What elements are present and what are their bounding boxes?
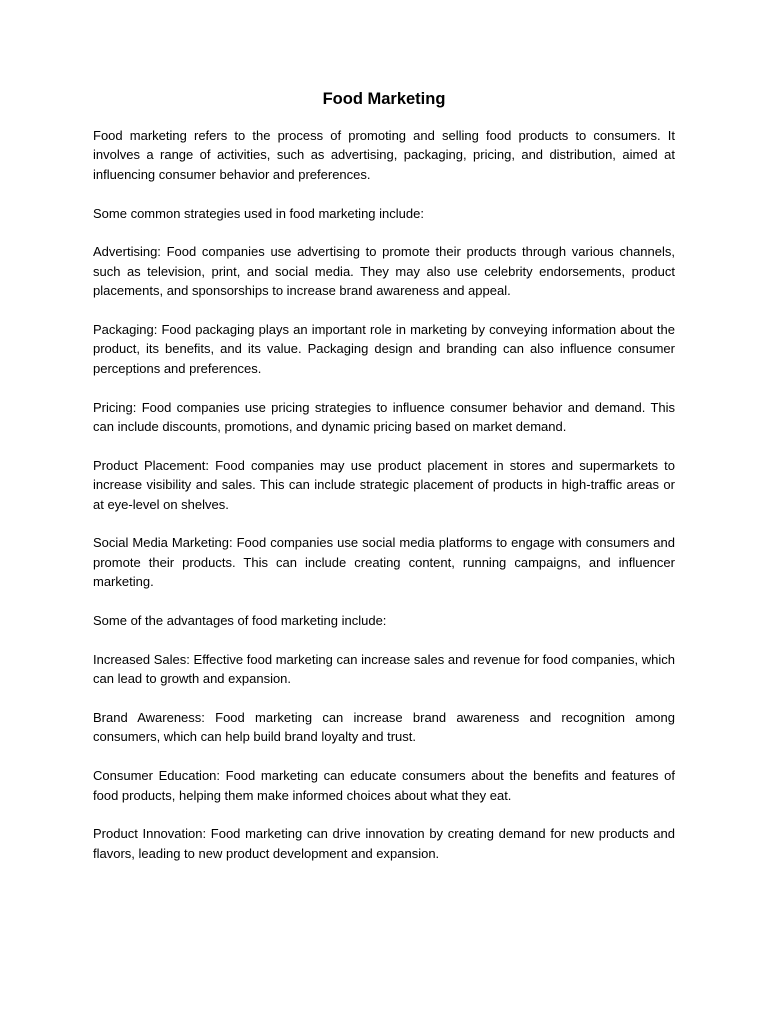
paragraph-social-media-marketing: Social Media Marketing: Food companies use social media platforms to engage with consumers and promote their products. This can include creating content, running campaigns, and influencer marketing.	[93, 535, 675, 590]
paragraph-product-innovation: Product Innovation: Food marketing can drive innovation by creating demand for new products and flavors, leading to new product development and expansion.	[93, 826, 675, 861]
paragraph-pricing: Pricing: Food companies use pricing strategies to influence consumer behavior and demand. This can include discounts, promotions, and dynamic pricing based on market demand.	[93, 399, 675, 435]
paragraph-increased-sales: Increased Sales: Effective food marketing can increase sales and revenue for food companies, which can lead to growth and expansion.	[93, 651, 675, 687]
paragraph-product-placement: Product Placement: Food companies may use product placement in stores and supermarkets to increase visibility and sales. This can include strategic placement of products in high-traffic areas or at eye-level on shelves.	[93, 457, 675, 512]
paragraph-advertising: Advertising: Food companies use advertising to promote their products through various channels, such as television, print, and social media. They may also use celebrity endorsements, product placements, and sponsorships to increase brand awareness and appeal.	[93, 244, 675, 299]
paragraph-strategies-heading: Some common strategies used in food marketing include:	[93, 205, 424, 221]
paragraph-consumer-education: Consumer Education: Food marketing can educate consumers about the benefits and features of food products, helping them make informed choices about what they eat.	[93, 768, 675, 803]
paragraph-brand-awareness: Brand Awareness: Food marketing can increase brand awareness and recognition among consumers, which can help build brand loyalty and trust.	[93, 710, 675, 745]
paragraph-packaging: Packaging: Food packaging plays an important role in marketing by conveying information about the product, its benefits, and its value. Packaging design and branding can also influence consumer perceptions and preferences.	[93, 322, 675, 376]
paragraph-intro: Food marketing refers to the process of promoting and selling food products to consumers. It involves a range of activities, such as advertising, packaging, pricing, and distribution, aimed at influencing consumer behavior and preferences.	[93, 128, 675, 182]
document-title: Food Marketing	[322, 90, 446, 108]
paragraph-advantages-heading: Some of the advantages of food marketing include:	[93, 613, 387, 629]
document-page	[93, 88, 675, 883]
